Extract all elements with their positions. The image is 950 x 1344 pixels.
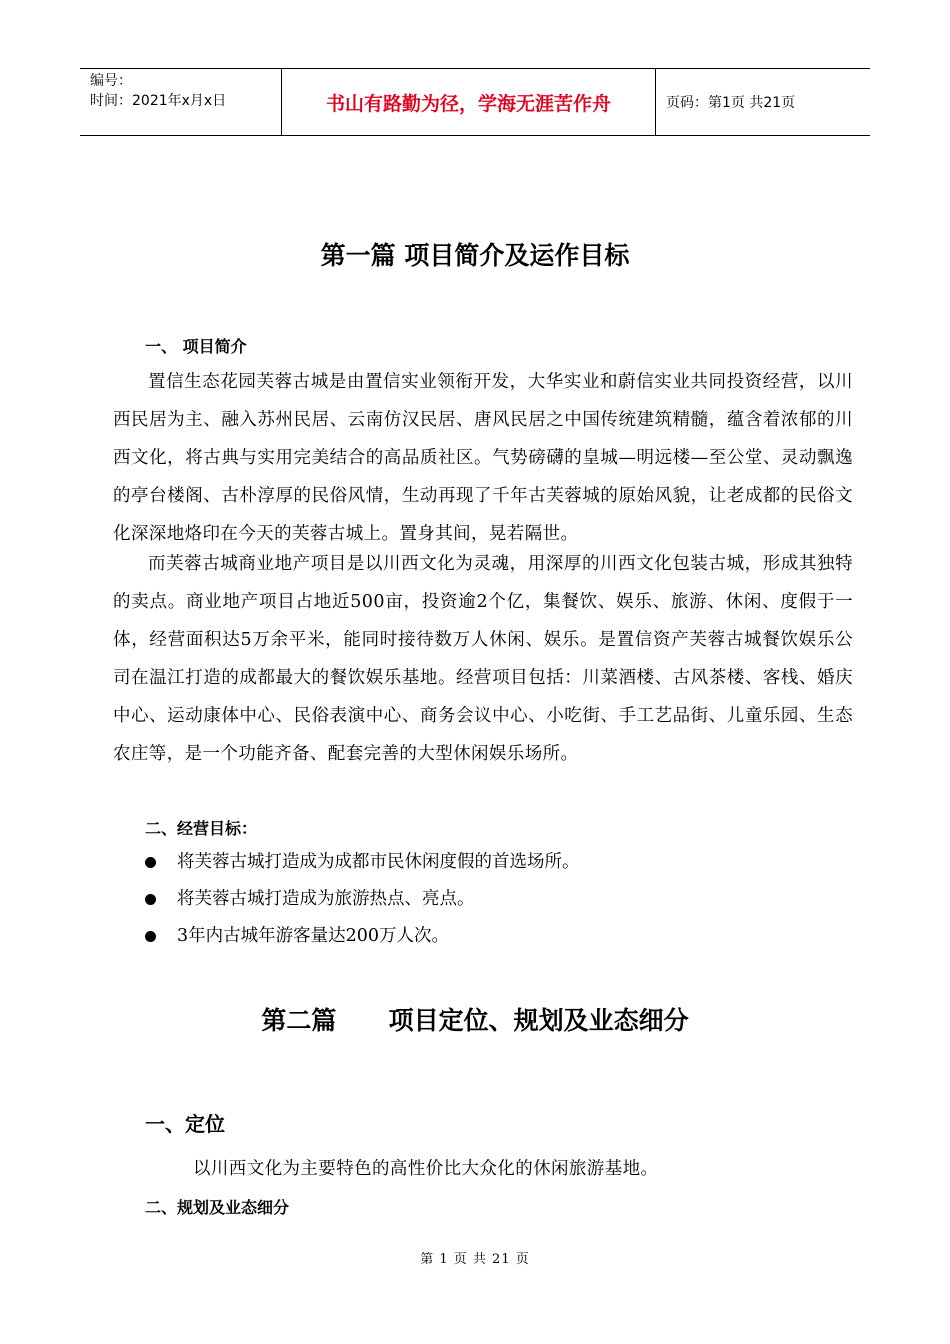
part2-section1-heading: 一、定位	[145, 1112, 225, 1136]
part2-section2-heading: 二、规划及业态细分	[145, 1198, 290, 1217]
bullet-icon	[145, 931, 156, 942]
header-page-info: 页码：第1页 共21页	[666, 95, 796, 111]
page-footer: 第 1 页 共 21 页	[420, 1252, 530, 1267]
part1-section1-heading: 一、 项目简介	[145, 337, 247, 356]
header-motto: 书山有路勤为径，学海无涯苦作舟	[325, 92, 611, 115]
part2-title: 第二篇 项目定位、规划及业态细分	[261, 1006, 689, 1035]
part1-section2-heading: 二、经营目标：	[145, 819, 258, 838]
part1-paragraph-2: 而芙蓉古城商业地产项目是以川西文化为灵魂，用深厚的川西文化包装古城，形成其独特的卖点。商业地产项目占地近500亩，投资逾2个亿，集餐饮、娱乐、旅游、休闲、度假于一体，经营面积达5万余平米，能同时接待数万人休闲、娱乐。是置信资产芙蓉古城餐饮娱乐公司在温江打造的成都最大的餐饮娱乐基地。经营项目包括：川菜酒楼、古风茶楼、客栈、婚庆中心、运动康体中心、民俗表演中心、商务会议中心、小吃街、手工艺品街、儿童乐园、生态农庄等，是一个功能齐备、配套完善的大型休闲娱乐场所。	[113, 554, 853, 764]
header-meta	[80, 69, 282, 135]
page-header	[80, 68, 870, 136]
list-item: 将芙蓉古城打造成为成都市民休闲度假的首选场所。	[145, 844, 580, 881]
list-item: 3年内古城年游客量达200万人次。	[145, 918, 580, 955]
part2-positioning-text: 以川西文化为主要特色的高性价比大众化的休闲旅游基地。	[193, 1159, 659, 1179]
bullet-icon	[145, 894, 156, 905]
bullet-icon	[145, 857, 156, 868]
header-time-label: 时间：2021年x月x日	[90, 93, 227, 109]
list-item: 将芙蓉古城打造成为旅游热点、亮点。	[145, 881, 580, 918]
part1-title: 第一篇 项目简介及运作目标	[320, 241, 630, 270]
header-motto-cell	[282, 69, 656, 135]
part1-paragraph-1: 置信生态花园芙蓉古城是由置信实业领衔开发，大华实业和蔚信实业共同投资经营，以川西民居为主、融入苏州民居、云南仿汉民居、唐风民居之中国传统建筑精髓，蕴含着浓郁的川西文化，将古典与实用完美结合的高品质社区。气势磅礴的皇城—明远楼—至公堂、灵动飘逸的亭台楼阁、古朴淳厚的民俗风情，生动再现了千年古芙蓉城的原始风貌，让老成都的民俗文化深深地烙印在今天的芙蓉古城上。置身其间，晃若隔世。	[113, 372, 853, 544]
header-number-label: 编号：	[90, 73, 132, 89]
goals-list	[145, 844, 580, 955]
